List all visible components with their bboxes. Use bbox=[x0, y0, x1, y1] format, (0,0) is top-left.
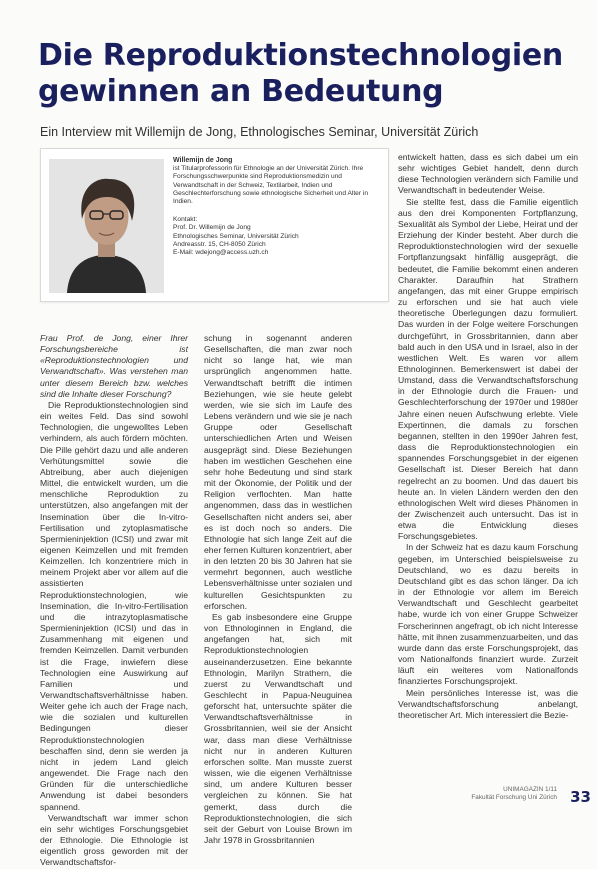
column-3-paragraph: entwickelt hatten, dass es sich dabei um ein sehr wichtiges Gebiet handelt, denn durch diese Technologien verändern sich Familie und Verwandtschaft in bedeutender Weise. bbox=[398, 152, 578, 196]
contact-email[interactable]: E-Mail: wdejong@access.uzh.ch bbox=[173, 249, 269, 257]
author-bio-box bbox=[40, 148, 389, 302]
column-3-paragraph: Sie stellte fest, dass die Familie eigentlich aus den drei Komponenten Fortpflanzung, Sexualität als Symbol der Liebe, Heirat und der Erziehung der Kinder besteht. Aber durch die Reproduktionstechnologien wird der sexuelle Fortpflanzungsakt hinfällig ausgeprägt, die bedeutet, die Familie bekommt einen anderen Charakter. Daraufhin hat Strathern angefangen, das mit einer Gruppe empirisch zu erforschen und sie hat auch viele theoretische Überlegungen dazu formuliert. Das wurden in der Folge weitere Forschungen durchgeführt, in Grossbritannien, dann aber bald auch in den USA und in Israel, also in der westlichen Welt. Es waren vor allem Ethnologinnen. Bemerkenswert ist dabei der Umstand, dass die Verwandtschaftsforschung in der Ethnologie durch die Frauen- und Geschlechterforschung der 1970er und 1980er Jahre einen neuen Aufschwung erlebte. Viele Expertinnen, die damals zu forschen begannen, stellten in den 1990er Jahren fest, dass die Reproduktionstechnologien ein spannendes Forschungsgebiet in der eigenen Gesellschaft ist. Dieser Bereich hat dann regelrecht an zu boomen. Und das dauert bis heute an. In vielen Ländern werden den den ethnologischen Welt wird dieses Phänomen in der Zwischenzeit auch untersucht. Das ist in etwa die Entwicklung dieses Forschungsgebietes. bbox=[398, 196, 578, 542]
article-subtitle: Ein Interview mit Willemijn de Jong, Ethnologisches Seminar, Universität Zürich bbox=[40, 125, 479, 139]
interview-question: Frau Prof. de Jong, einer Ihrer Forschungsbereiche ist «Reproduktionstechnologien und Verwandtschaft». Was verstehen man unter diesem Bereich bzw. welches sind die Inhalte dieser Forschung? bbox=[40, 333, 188, 399]
author-description: ist Titularprofessorin für Ethnologie an der Universität Zürich. Ihre Forschungsschwerpunkte sind Reproduktionsmedizin und Verwandtschaft in der Schweiz, Textilarbeit, Indien und Geschlechterforschung sowie ethnologische Sicherheit und Alter in Indien. bbox=[173, 165, 368, 206]
contact-heading: Kontakt: bbox=[173, 216, 198, 224]
article-column-2 bbox=[204, 333, 352, 846]
author-contact bbox=[173, 216, 381, 257]
column-3-paragraph: In der Schweiz hat es dazu kaum Forschung gegeben, im Unterschied beispielsweise zu Deutschland, wo es dazu bereits in Deutschland gibt es das schon länger. Da ich in der Ethnologie vor allem im Bereich Verwandtschaft und Geschlecht gearbeitet habe, wurde ich von einer Gruppe Schweizer Forscherinnen angefragt, ob ich nicht Interesse hätte, mit ihnen zusammenzuarbeiten, und das wurde dann das erste Forschungsprojekt, das vom Nationalfonds finanziert wurde. Zurzeit läuft ein weiteres vom Nationalfonds finanziertes Forschungsprojekt. bbox=[398, 542, 578, 687]
article-column-3 bbox=[398, 152, 578, 721]
author-name: Willemijn de Jong bbox=[173, 157, 233, 164]
footer-line-2: Fakultät Forschung Uni Zürich bbox=[471, 794, 557, 801]
column-2-body: schung in sogenannt anderen Gesellschaften, die man zwar noch nicht so lange hat, wie man ursprünglich angenommen hatte. Verwandtschaft betrifft die intimen Beziehungen, wie sie heute gelebt werden, wie sie sich im Laufe des Lebens verändern und wie sie je nach Gruppe oder Gesellschaft unterschiedlichen Arten und Weisen ausgeprägt sind. Diese Beziehungen haben im westlichen Geschehen eine sehr hohe Bedeutung und sind stark mit der Ökonomie, der Politik und der Religion verflochten. Man hatte angenommen, dass das in westlichen Gesellschaften nicht anders sei, aber es ist doch noch so anders. Die Ethnologie hat sich lange Zeit auf die eher fernen Kulturen konzentriert, aber in den letzten 20 bis 30 Jahren hat sie vermehrt begonnen, auch westliche Lebensverhältnisse unter sozialen und kulturellen Gesichtspunkten zu erforschen. Es gab insbesondere eine Gruppe von Ethnologinnen in England, die angefangen hat, sich mit Reproduktionstechnologien auseinanderzusetzen. Eine bekannte Ethnologin, Marilyn Strathern, die zuerst zu Verwandtschaft und Geschlecht in Papua-Neuguinea geforscht hat, untersuchte später die Verwandtschaftsverhältnisse in Grossbritannien, weil sie der Ansicht war, dass man diese Verhältnisse nicht nur in anderen Kulturen erforschen sollte. Man musste zuerst wissen, wie die eigenen Verhältnisse sind, um andere Kulturen besser vergleichen zu können. Sie hat gemerkt, dass durch die Reproduktionstechnologien, die sich seit der Geburt von Louise Brown im Jahr 1978 in Grossbritannien bbox=[204, 333, 352, 846]
article-title-line-1: Die Reproduktionstechnologien bbox=[38, 38, 563, 73]
contact-line: Andreasstr. 15, CH-8050 Zürich bbox=[173, 240, 266, 248]
author-bio-text bbox=[173, 157, 381, 257]
page-footer bbox=[397, 786, 557, 802]
footer-line-1: UNIMAGAZIN 1/11 bbox=[503, 786, 557, 793]
article-column-1 bbox=[40, 333, 188, 869]
column-3-paragraph: Mein persönliches Interesse ist, was die Verwandtschaftsforschung anbelangt, theoretischer Art. Mich interessiert die Bezie- bbox=[398, 687, 578, 720]
contact-line: Prof. Dr. Willemijn de Jong bbox=[173, 224, 251, 232]
column-1-body: Die Reproduktionstechnologien sind ein weites Feld. Das sind sowohl Technologien, die ungewolltes Leben verhindern, als auch fördern möchten. Die Pille gehört dazu und alle anderen Verhütungsmittel sowie die Abtreibung, aber auch diejenigen Mittel, die entwickelt wurden, um die menschliche Reproduktion zu unterstützen, also angefangen mit der Insemination über die In-vitro-Fertilisation und zytoplasmatische Spermieninjektion (ICSI) und zwar mit eigenen Keimzellen und mit fremden Keimzellen. Ich konzentriere mich in meinem Projekt aber vor allem auf die assistierten Reproduktionstechnologien, wie Insemination, die In-vitro-Fertilisation und die intrazytoplasmatische Spermieninjektion (ICSI) und das in Zusammenhang mit eigenen und fremden Keimzellen. Damit verbunden ist die Frage, inwiefern diese Technologien eine Auswirkung auf Familien und Verwandtschaftsverhältnisse haben. Weiter gehe ich auch der Frage nach, wie die sozialen und kulturellen Bedingungen dieser Reproduktionstechnologien beschaffen sind, denn sie werden ja nicht in jedem Land gleich angewendet. Die Frage nach den Gründen für die unterschiedliche Anwendung ist dabei besonders spannend. Verwandtschaft war immer schon ein sehr wichtiges Forschungsgebiet der Ethnologie. Die Ethnologie ist eigentlich gross geworden mit der Verwandtschaftsfor- bbox=[40, 399, 188, 868]
contact-line: Ethnologisches Seminar, Universität Zürich bbox=[173, 232, 299, 240]
article-title-line-2: gewinnen an Bedeutung bbox=[38, 74, 444, 109]
author-photo bbox=[49, 159, 164, 293]
article-title bbox=[38, 38, 578, 110]
portrait-illustration bbox=[49, 159, 164, 293]
page-number: 33 bbox=[570, 788, 591, 806]
